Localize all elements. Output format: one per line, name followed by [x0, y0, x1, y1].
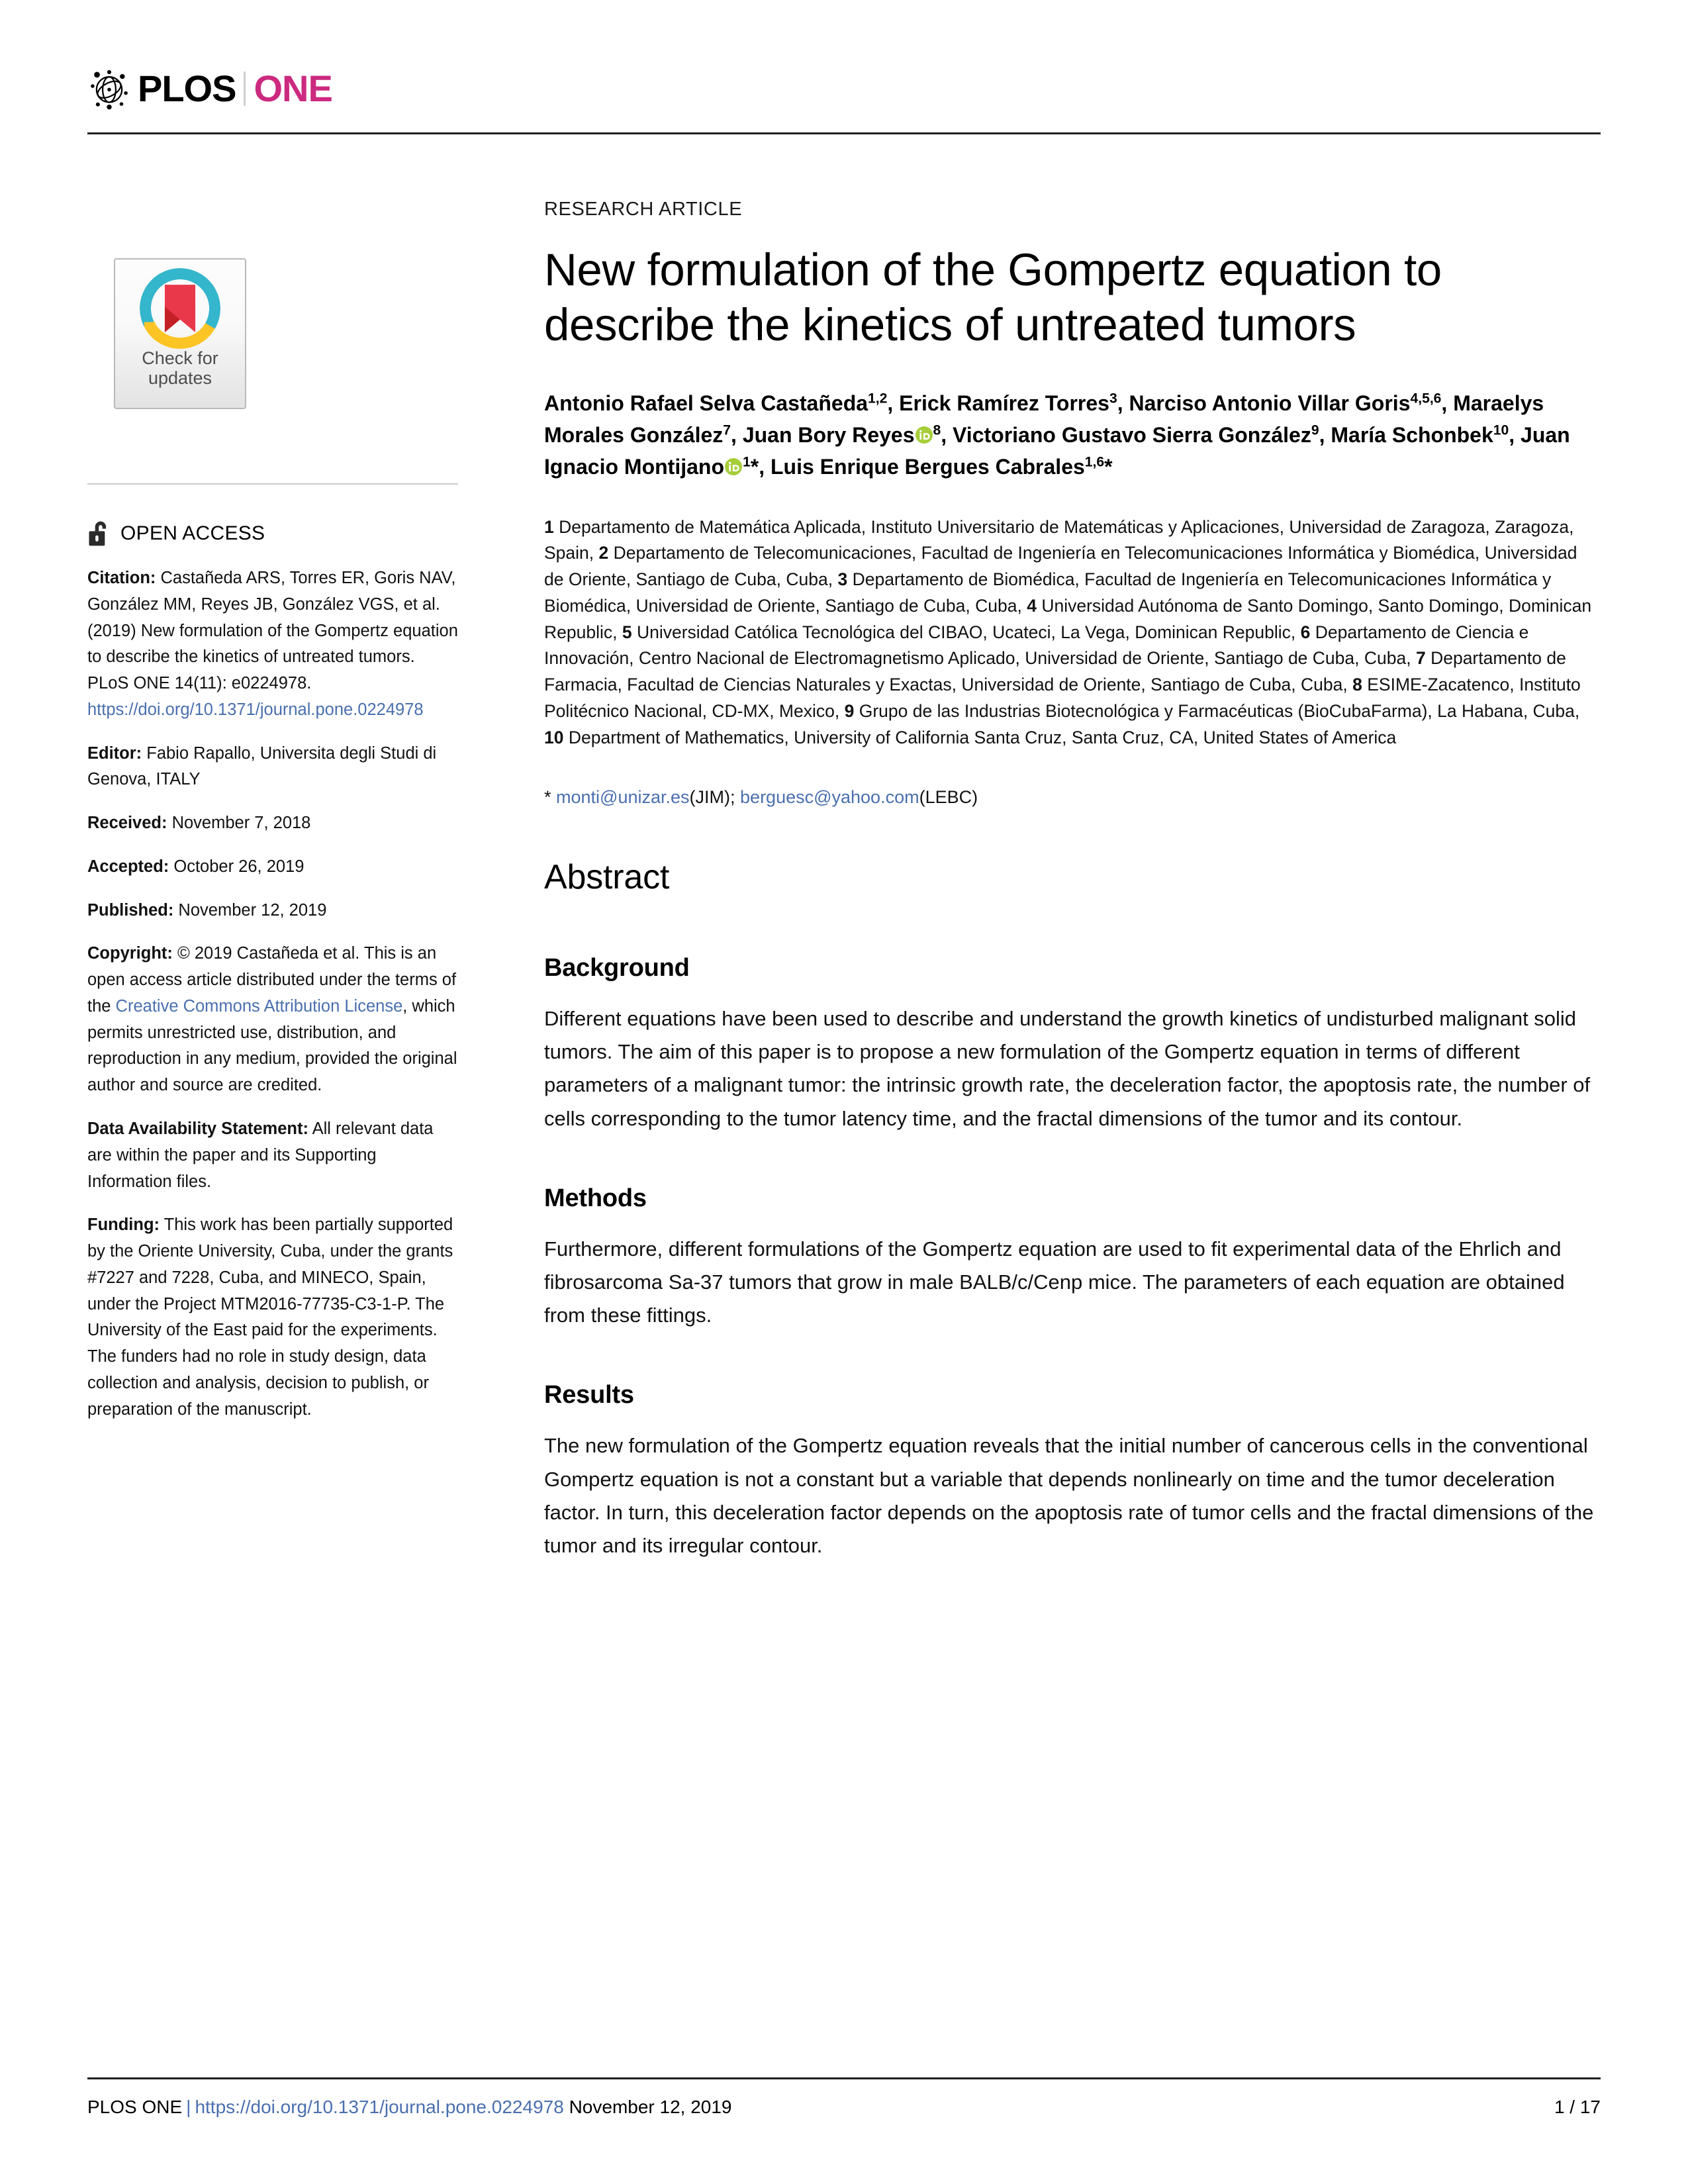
initials-jim: (JIM); [689, 787, 735, 808]
accepted-label: Accepted: [87, 857, 169, 876]
article-sidebar [87, 99, 511, 1562]
published-block [87, 898, 458, 924]
affiliation-number: 10 [544, 727, 564, 747]
footer-separator: | [186, 2097, 191, 2117]
page-title: New formulation of the Gompertz equation to describe the kinetics of untreated tumors [544, 244, 1442, 350]
affiliation-text: Departamento de Ciencia e Innovación, Centro Nacional de Electromagnetismo Aplicado, Universidad de Oriente, Santiago de Cuba, Cuba, [544, 622, 1529, 669]
footer-left [87, 2097, 736, 2118]
crossmark-label-line2: updates [148, 368, 212, 389]
page-columns [87, 99, 1601, 1562]
citation-text: Castañeda ARS, Torres ER, Goris NAV, González MM, Reyes JB, González VGS, et al. (2019) New formulation of the Gompertz equation to describe the kinetics of untreated tumors. PLoS ONE 14(11): e0224978. [87, 569, 458, 693]
citation-doi-link[interactable]: https://doi.org/10.1371/journal.pone.0224978 [87, 700, 424, 719]
funding-block [87, 1212, 458, 1423]
section-heading-background: Background [544, 953, 690, 982]
masthead [87, 0, 1601, 109]
affiliation-text: Departamento de Farmacia, Facultad de Ciencias Naturales y Exactas, Universidad de Oriente, Santiago de Cuba, Cuba, [544, 648, 1566, 695]
footer-page-number: 1 / 17 [1554, 2097, 1601, 2117]
open-access-label: OPEN ACCESS [120, 522, 265, 544]
page-footer [87, 2077, 1601, 2118]
open-lock-icon [87, 519, 113, 548]
accepted-date: October 26, 2019 [169, 857, 305, 876]
section-heading-methods: Methods [544, 1184, 647, 1212]
affiliation-text: Grupo de las Industrias Biotecnológica y Farmacéuticas (BioCubaFarma), La Habana, Cuba, [859, 700, 1580, 721]
affiliation-number: 5 [622, 622, 632, 642]
affiliation-number: 7 [1415, 648, 1426, 669]
editor-label: Editor: [87, 743, 142, 763]
author-list: Antonio Rafael Selva Castañeda$^{1,2}$, Erick Ramírez Torres$^3$, Narciso Antonio Villar Goris$^{4,5,6}$, Maraelys Morales González$^7$, Juan Bory Reyes $^8$, Victoriano Gustavo Sierra González$^9$, María Schonbek$^{10}$, Juan Ignacio Montijano $^1$*, Luis Enrique Bergues Cabrales$^{1,6}$* [544, 390, 1570, 479]
corresponding-author-line [544, 784, 1601, 811]
affiliation-number: 4 [1027, 595, 1037, 616]
footer-date: November 12, 2019 [569, 2097, 732, 2117]
affiliation-number: 2 [598, 543, 609, 563]
affiliation-text: Universidad Católica Tecnológica del CIBAO, Ucateci, La Vega, Dominican Republic, [636, 622, 1296, 642]
abstract-section-methods [544, 1184, 1601, 1333]
affiliation-text: ESIME-Zacatenco, Instituto Politécnico Nacional, CD-MX, Mexico, [544, 675, 1581, 721]
published-label: Published: [87, 900, 174, 920]
crossmark-label-line1: Check for [142, 348, 218, 368]
affiliation-text: Departamento de Biomédica, Facultad de Ingeniería en Telecomunicaciones Informática y Biomédica, Universidad de Oriente, Santiago de Cuba, Cuba, [544, 569, 1552, 616]
footer-divider [87, 2077, 1601, 2079]
open-access-row [87, 519, 458, 548]
section-body-background: Different equations have been used to describe and understand the growth kinetics of undisturbed malignant solid tumors. The aim of this paper is to propose a new formulation of the Gompertz equation in terms of different parameters of a malignant tumor: the intrinsic growth rate, the deceleration factor, the apoptosis rate, the number of cells corresponding to the tumor latency time, and the fractal dimensions of the tumor and its contour. [544, 1006, 1591, 1130]
footer-journal-name: PLOS ONE [87, 2097, 183, 2117]
funding-label: Funding: [87, 1215, 160, 1235]
affiliation-number: 6 [1300, 622, 1311, 642]
orcid-icon[interactable] [915, 426, 933, 444]
one-wordmark: ONE [254, 68, 332, 109]
email-link-lebc[interactable]: berguesc@yahoo.com [740, 787, 919, 808]
published-date: November 12, 2019 [173, 900, 327, 920]
received-label: Received: [87, 814, 167, 833]
footer-row [87, 2097, 1601, 2118]
sidebar-divider [87, 483, 458, 485]
received-block [87, 810, 458, 837]
copyright-text-before: © 2019 Castañeda et al. This is an open access article distributed under the terms of the [87, 944, 457, 1016]
crossmark-badge[interactable] [114, 258, 246, 409]
abstract-section-background [544, 954, 1601, 1135]
section-heading-results: Results [544, 1381, 634, 1409]
affiliation-number: 3 [837, 569, 848, 590]
copyright-text-after: , which permits unrestricted use, distribution, and reproduction in any medium, provided the original author and source are credited. [87, 996, 457, 1095]
affiliation-text: Departamento de Matemática Aplicada, Instituto Universitario de Matemáticas y Aplicaciones, Universidad de Zaragoza, Zaragoza, Spain, [544, 516, 1574, 563]
affiliation-list [544, 514, 1601, 751]
crossmark-ring-icon [138, 266, 222, 351]
affiliation-text: Departamento de Telecomunicaciones, Facultad de Ingeniería en Telecomunicaciones Informática y Biomédica, Universidad de Oriente, Santiago de Cuba, Cuba, [544, 543, 1577, 590]
corresponding-asterisk: * [544, 787, 551, 808]
received-date: November 7, 2018 [167, 814, 311, 833]
affiliation-number: 1 [544, 516, 554, 537]
section-body-methods: Furthermore, different formulations of the Gompertz equation are used to fit experimental data of the Ehrlich and fibrosarcoma Sa-37 tumors that grow in male BALB/c/Cenp mice. The parameters of each equation are obtained from these fittings. [544, 1237, 1565, 1327]
data-availability-block [87, 1116, 458, 1195]
editor-block [87, 741, 458, 794]
data-availability-label: Data Availability Statement: [87, 1119, 308, 1139]
copyright-label: Copyright: [87, 944, 173, 963]
data-availability-text: All relevant data are within the paper and its Supporting Information files. [87, 1119, 434, 1191]
orcid-icon[interactable] [725, 458, 742, 475]
article-type-kicker: RESEARCH ARTICLE [544, 199, 743, 220]
citation-label: Citation: [87, 569, 156, 587]
editor-text: Fabio Rapallo, Universita degli Studi di Genova, ITALY [87, 743, 437, 789]
abstract-heading: Abstract [544, 857, 670, 896]
citation-block [87, 565, 458, 724]
affiliation-number: 9 [844, 700, 855, 721]
accepted-block [87, 854, 458, 880]
initials-lebc: (LEBC) [919, 787, 978, 808]
footer-doi-link[interactable]: https://doi.org/10.1371/journal.pone.0224978 [195, 2097, 564, 2117]
email-link-jim[interactable]: monti@unizar.es [556, 787, 690, 808]
affiliation-number: 8 [1352, 675, 1362, 695]
abstract-section-results [544, 1381, 1601, 1562]
plos-wordmark: PLOS [138, 68, 236, 109]
affiliation-text: Department of Mathematics, University of California Santa Cruz, Santa Cruz, CA, United States of America [568, 727, 1397, 747]
article-main [511, 99, 1601, 1562]
section-body-results: The new formulation of the Gompertz equation reveals that the initial number of cancerous cells in the conventional Gompertz equation is not a constant but a variable that depends nonlinearly on time and the tumor deceleration factor. In turn, this deceleration factor depends on the apoptosis rate of tumor cells and the fractal dimensions of the tumor and its irregular contour. [544, 1434, 1594, 1558]
copyright-block [87, 941, 458, 1099]
crossmark-label [142, 348, 218, 388]
cc-license-link[interactable]: Creative Commons Attribution License [115, 996, 403, 1016]
funding-text: This work has been partially supported by the Oriente University, Cuba, under the grants #7227 and 7228, Cuba, and MINECO, Spain, under the Project MTM2016-77735-C3-1-P. The University of the East paid for the experiments. The funders had no role in study design, data collection and analysis, decision to publish, or preparation of the manuscript. [87, 1215, 453, 1419]
affiliation-text: Universidad Autónoma de Santo Domingo, Santo Domingo, Dominican Republic, [544, 595, 1592, 642]
